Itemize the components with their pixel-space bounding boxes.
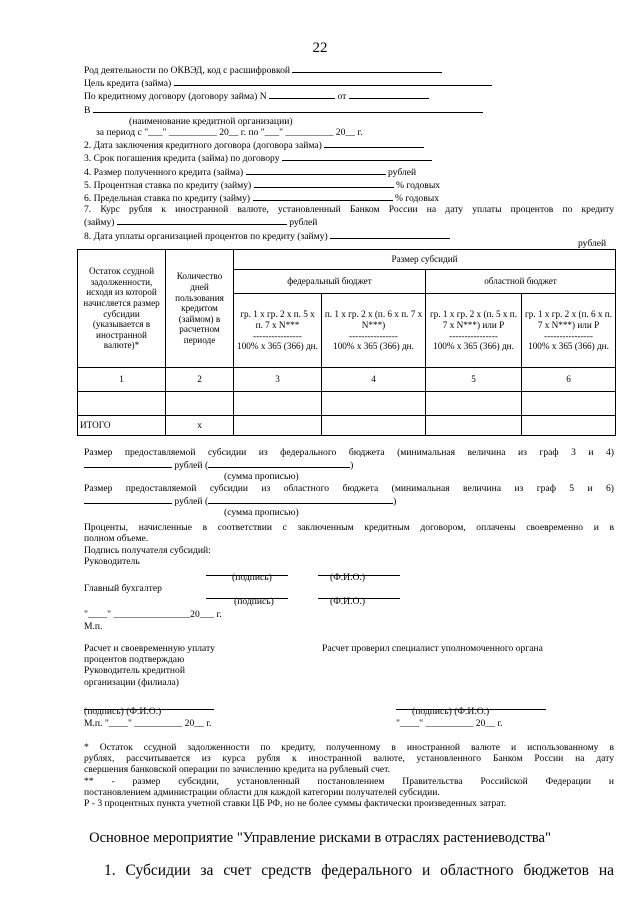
accountant-label: Главный бухгалтер	[84, 583, 162, 594]
date-line: "____" ________________20___ г.	[84, 609, 222, 620]
formula-col3: гр. 1 х гр. 2 х п. 5 х п. 7 х N*** ---------------- 100% х 365 (366) дн.	[234, 294, 322, 368]
formula-col6: гр. 1 х гр. 2 х (п. 6 х п. 7 х N***) или P ---------------- 100% х 365 (366) дн.	[522, 294, 616, 368]
limit-rate-line: 6. Предельная ставка по кредиту (займу) % годовых	[84, 193, 439, 205]
repayment-line: 3. Срок погашения кредита (займа) по договору	[84, 151, 614, 164]
signature-title: Подпись получателя субсидий:	[84, 544, 211, 556]
regional-caption: (сумма прописью)	[224, 507, 299, 519]
exchange-rate-line-2: (займу) рублей	[84, 217, 318, 229]
contract-line: По кредитному договору (договору займа) N от	[84, 89, 614, 102]
director-fio-caption: (Ф.И.О.)	[330, 572, 366, 583]
payment-date-line: 8. Дата уплаты организацией процентов по кредиту (займу)	[84, 229, 614, 242]
accountant-sign-caption: (подпись)	[234, 596, 274, 607]
stamp-place: М.п.	[84, 621, 103, 632]
exchange-rate-line: 7. Курс рубля к иностранной валюте, установленный Банком России на дату уплаты процентов по кредиту	[84, 204, 614, 216]
specialist-check: Расчет проверил специалист уполномоченного органа	[322, 643, 543, 654]
rubles-unit: рублей	[578, 238, 607, 249]
form-header	[84, 63, 614, 242]
credit-purpose-line: Цель кредита (займа)	[84, 76, 614, 89]
rate-line: 5. Процентная ставка по кредиту (займу) % годовых	[84, 179, 441, 191]
period-line: за период с "___" __________ 20__ г. по "___" __________ 20__ г.	[96, 127, 363, 139]
regional-header: областной бюджет	[426, 270, 616, 294]
col1-header: Остаток ссудной задолженности, исходя из которой начисляется размер субсидии (указывается в иностранной валюте)*	[78, 250, 166, 368]
contract-date-line: 2. Дата заключения кредитного договора (договора займа)	[84, 138, 614, 151]
col2-header: Количество дней пользования кредитом (займом) в расчетном периоде	[166, 250, 234, 368]
section-heading: Основное мероприятие "Управление рисками в отраслях растениеводства"	[89, 830, 551, 846]
regional-amount-line: рублей ( )	[84, 494, 614, 507]
bank-line: В	[84, 103, 614, 116]
bank-caption: (наименование кредитной организации)	[129, 115, 293, 127]
specialist-sign-caption: (подпись) (Ф.И.О.)	[412, 706, 490, 717]
director-label: Руководитель	[84, 555, 140, 567]
page-number: 22	[312, 40, 328, 56]
credit-amount-line: 4. Размер полученного кредита (займа) рублей	[84, 166, 417, 178]
formula-col5: гр. 1 х гр. 2 х (п. 5 х п. 7 х N***) или P ---------------- 100% х 365 (366) дн.	[426, 294, 522, 368]
subsection-heading: 1. Субсидии за счет средств федерального и областного бюджетов на	[104, 862, 614, 879]
federal-subsidy-line: Размер предоставляемой субсидии из федерального бюджета (минимальная величина из граф 3 и 4)	[84, 447, 614, 458]
bank-date-line: М.п. "____" __________ 20__ г.	[84, 718, 212, 729]
subsidy-table	[77, 249, 616, 436]
regional-subsidy-line: Размер предоставляемой субсидии из областного бюджета (минимальная величина из граф 5 и 6)	[84, 482, 614, 494]
interest-line: Проценты, начисленные в соответствии с заключенным кредитным договором, оплачены своевременно и в	[84, 522, 614, 534]
federal-header: федеральный бюджет	[234, 270, 426, 294]
empty-row	[78, 392, 616, 416]
federal-amount-line: рублей ( )	[84, 458, 614, 471]
subsidy-summary	[84, 447, 614, 567]
total-row: ИТОГО х	[78, 416, 616, 436]
specialist-date-line: "____" __________ 20__ г.	[396, 718, 503, 729]
subsidy-header: Размер субсидий	[234, 250, 616, 270]
director-sign-caption: (подпись)	[232, 572, 272, 583]
column-numbers-row: 1 2 3 4 5 6	[78, 368, 616, 392]
okved-line: Род деятельности по ОКВЭД, код с расшифровкой	[84, 63, 614, 76]
bank-confirmation-block: Расчет и своевременную уплату процентов подтверждаю Руководитель кредитной организации (филиала)	[84, 643, 215, 688]
interest-line-2: полном объеме.	[84, 533, 149, 545]
footnotes: * Остаток ссудной задолженности по кредиту, полученному в иностранной валюте и использованному в рублях, рассчитывается из курса рубля к иностранной валюте, установленного Банком России на дату свершения банковской операции по зачислению кредита на рублевый счет. ** - размер субсидии, установленный постановлением Правительства Российской Федерации и постановлением администрации области для каждой категории получателей субсидии. Р - 3 процентных пункта учетной ставки ЦБ РФ, но не более суммы фактически произведенных затрат.	[84, 742, 614, 810]
federal-caption: (сумма прописью)	[224, 471, 299, 483]
accountant-fio-caption: (Ф.И.О.)	[330, 596, 366, 607]
bank-sign-caption: (подпись) (Ф.И.О.)	[84, 706, 162, 717]
formula-col4: п. 1 х гр. 2 х (п. 6 х п. 7 х N***) ---------------- 100% х 365 (366) дн.	[322, 294, 426, 368]
